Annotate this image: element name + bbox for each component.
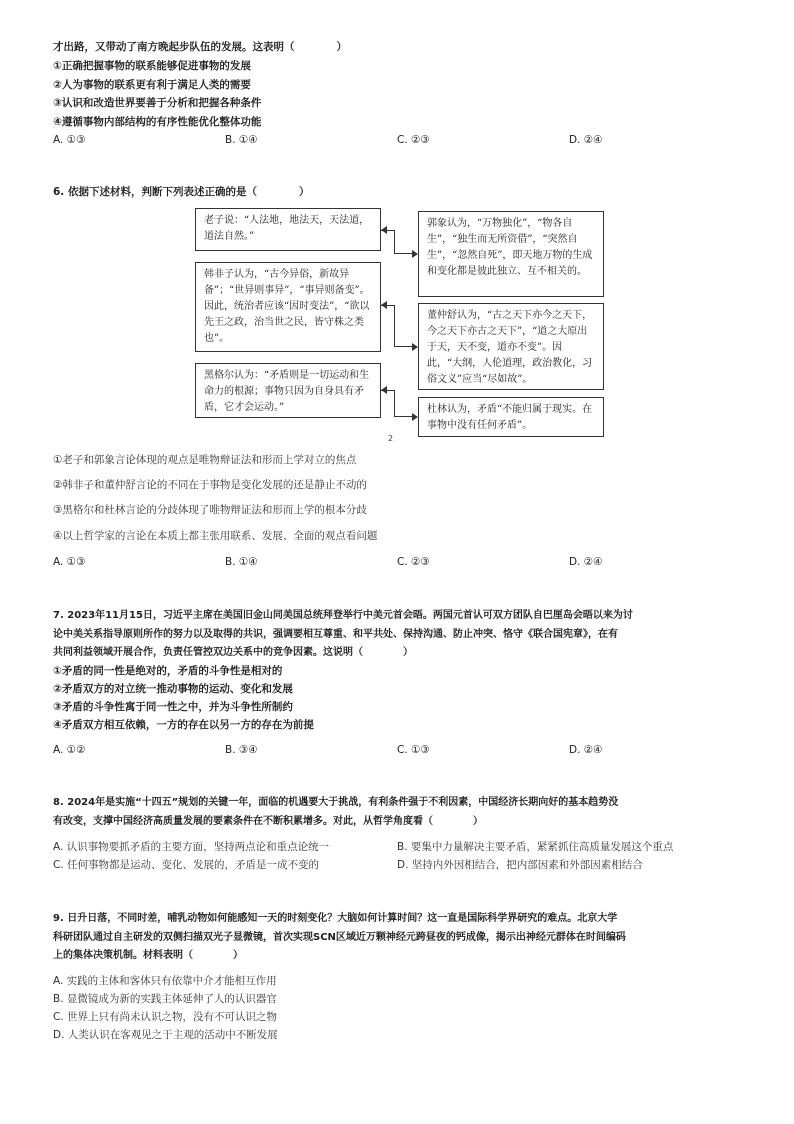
q6-item-3: ③黑格尔和杜林言论的分歧体现了唯物辩证法和形而上学的根本分歧: [53, 504, 367, 516]
box-dongzhongshu: 董仲舒认为，“古之天下亦今之天下，今之天下亦古之天下”，“道之大原出于天，天不变，道亦不变”。因此，“大纲，人伦道理，政治教化，习俗文义”应当“尽如故”。: [418, 303, 604, 390]
q5-stem-tail: 才出路，又带动了南方晚起步队伍的发展。这表明（ ）: [53, 41, 347, 53]
q7-stem-line-2: 论中美关系指导原则所作的努力以及取得的共识，强调要相互尊重、和平共处、保持沟通、防止冲突、恪守《联合国宪章》，在有: [53, 629, 618, 640]
q9-stem-line-1: 9. 日升日落，不同时差，哺乳动物如何能感知一天的时刻变化？大脑如何计算时间？这一直是国际科学界研究的难点。北京大学: [53, 913, 618, 924]
q5-item-3: ③认识和改造世界要善于分析和把握各种条件: [53, 97, 262, 109]
q8-stem-line-1: 8. 2024年是实施“十四五”规划的关键一年，面临的机遇要大于挑战，有利条件强于不利因素，中国经济长期向好的基本趋势没: [53, 797, 619, 808]
box-laozi: 老子说：“人法地，地法天，天法道，道法自然。”: [195, 208, 381, 251]
q5-item-2: ②人为事物的联系更有利于满足人类的需要: [53, 79, 251, 91]
connector-hegel-vertical: [394, 390, 395, 417]
q6-option-d[interactable]: D. ②④: [569, 556, 603, 568]
q5-option-b[interactable]: B. ①④: [225, 134, 258, 146]
q7-item-1: ①矛盾的同一性是绝对的，矛盾的斗争性是相对的: [53, 665, 283, 677]
q7-option-b[interactable]: B. ③④: [225, 744, 258, 756]
q9-option-d[interactable]: D. 人类认识在客观见之于主观的活动中不断发展: [53, 1029, 278, 1041]
q6-option-a[interactable]: A. ①③: [53, 556, 86, 568]
arrow-to-guoxiang-icon: [412, 250, 418, 258]
q5-option-a[interactable]: A. ①③: [53, 134, 86, 146]
q5-option-d[interactable]: D. ②④: [569, 134, 603, 146]
q6-stem: 6. 依据下述材料，判断下列表述正确的是（ ）: [53, 186, 310, 198]
connector-hanfeizi-horizontal: [394, 346, 412, 347]
connector-hanfeizi-vertical: [394, 305, 395, 347]
q8-option-c[interactable]: C. 任何事物都是运动、变化、发展的，矛盾是一成不变的: [53, 859, 320, 871]
q6-item-2: ②韩非子和董仲舒言论的不同在于事物是变化发展的还是静止不动的: [53, 479, 367, 491]
q9-option-a[interactable]: A. 实践的主体和客体只有依靠中介才能相互作用: [53, 975, 277, 987]
q7-item-4: ④矛盾双方相互依赖，一方的存在以另一方的存在为前提: [53, 719, 314, 731]
q9-stem-line-3: 上的集体决策机制。材料表明（ ）: [53, 950, 243, 961]
arrow-to-laozi-icon: [381, 226, 387, 234]
q5-item-1: ①正确把握事物的联系能够促进事物的发展: [53, 60, 251, 72]
q7-item-2: ②矛盾双方的对立统一推动事物的运动、变化和发展: [53, 683, 293, 695]
q7-item-3: ③矛盾的斗争性寓于同一性之中，并为斗争性所制约: [53, 701, 293, 713]
connector-laozi-vertical: [394, 230, 395, 254]
q7-option-c[interactable]: C. ①③: [397, 744, 430, 756]
connector-laozi-horizontal: [394, 253, 412, 254]
box-dulin: 杜林认为，矛盾“不能归属于现实。在事物中没有任何矛盾”。: [418, 397, 604, 437]
box-guoxiang: 郭象认为，“万物独化”，“物各自生”，“独生而无所资借”，“突然自生”，“忽然自死”，即天地万物的生成和变化都是彼此独立、互不相关的。: [418, 211, 604, 297]
q5-item-4: ④遵循事物内部结构的有序性能优化整体功能: [53, 116, 262, 128]
q7-option-a[interactable]: A. ①②: [53, 744, 86, 756]
box-hegel: 黑格尔认为：“矛盾则是一切运动和生命力的根源；事物只因为自身具有矛盾，它才会运动。”: [195, 363, 381, 418]
q8-option-d[interactable]: D. 坚持内外因相结合，把内部因素和外部因素相结合: [397, 859, 643, 871]
connector-hegel-horizontal: [394, 416, 412, 417]
arrow-to-dongzhongshu-icon: [412, 343, 418, 351]
arrow-to-hanfeizi-icon: [381, 301, 387, 309]
q5-option-c[interactable]: C. ②③: [397, 134, 430, 146]
page-mark: 2: [388, 434, 394, 443]
q8-stem-line-2: 有改变，支撑中国经济高质量发展的要素条件在不断积累增多。对此，从哲学角度看（ ）: [53, 816, 483, 827]
q6-item-1: ①老子和郭象言论体现的观点是唯物辩证法和形而上学对立的焦点: [53, 454, 357, 466]
q8-option-b[interactable]: B. 要集中力量解决主要矛盾，紧紧抓住高质量发展这个重点: [397, 841, 674, 853]
q7-stem-line-1: 7. 2023年11月15日，习近平主席在美国旧金山同美国总统拜登举行中美元首会晤。两国元首认可双方团队自巴厘岛会晤以来为讨: [53, 610, 633, 621]
q8-option-a[interactable]: A. 认识事物要抓矛盾的主要方面，坚持两点论和重点论统一: [53, 841, 330, 853]
q6-option-c[interactable]: C. ②③: [397, 556, 430, 568]
arrow-to-dulin-icon: [412, 413, 418, 421]
box-hanfeizi: 韩非子认为，“古今异俗，新故异备”；“世异则事异”，“事异则备变”。因此，统治者应该“因时变法”，“欲以先王之政，治当世之民，皆守株之类也”。: [195, 262, 381, 352]
q9-option-c[interactable]: C. 世界上只有尚未认识之物，没有不可认识之物: [53, 1011, 278, 1023]
q6-item-4: ④以上哲学家的言论在本质上都主张用联系、发展、全面的观点看问题: [53, 530, 378, 542]
q7-option-d[interactable]: D. ②④: [569, 744, 603, 756]
arrow-to-hegel-icon: [381, 386, 387, 394]
q9-stem-line-2: 科研团队通过自主研发的双侧扫描双光子显微镜，首次实现SCN区域近万颗神经元跨昼夜的钙成像，揭示出神经元群体在时间编码: [53, 932, 626, 943]
q7-stem-line-3: 共同利益领域开展合作，负责任管控双边关系中的竞争因素。这说明（ ）: [53, 647, 413, 658]
q9-option-b[interactable]: B. 显微镜成为新的实践主体延伸了人的认识器官: [53, 993, 277, 1005]
q6-option-b[interactable]: B. ①④: [225, 556, 258, 568]
